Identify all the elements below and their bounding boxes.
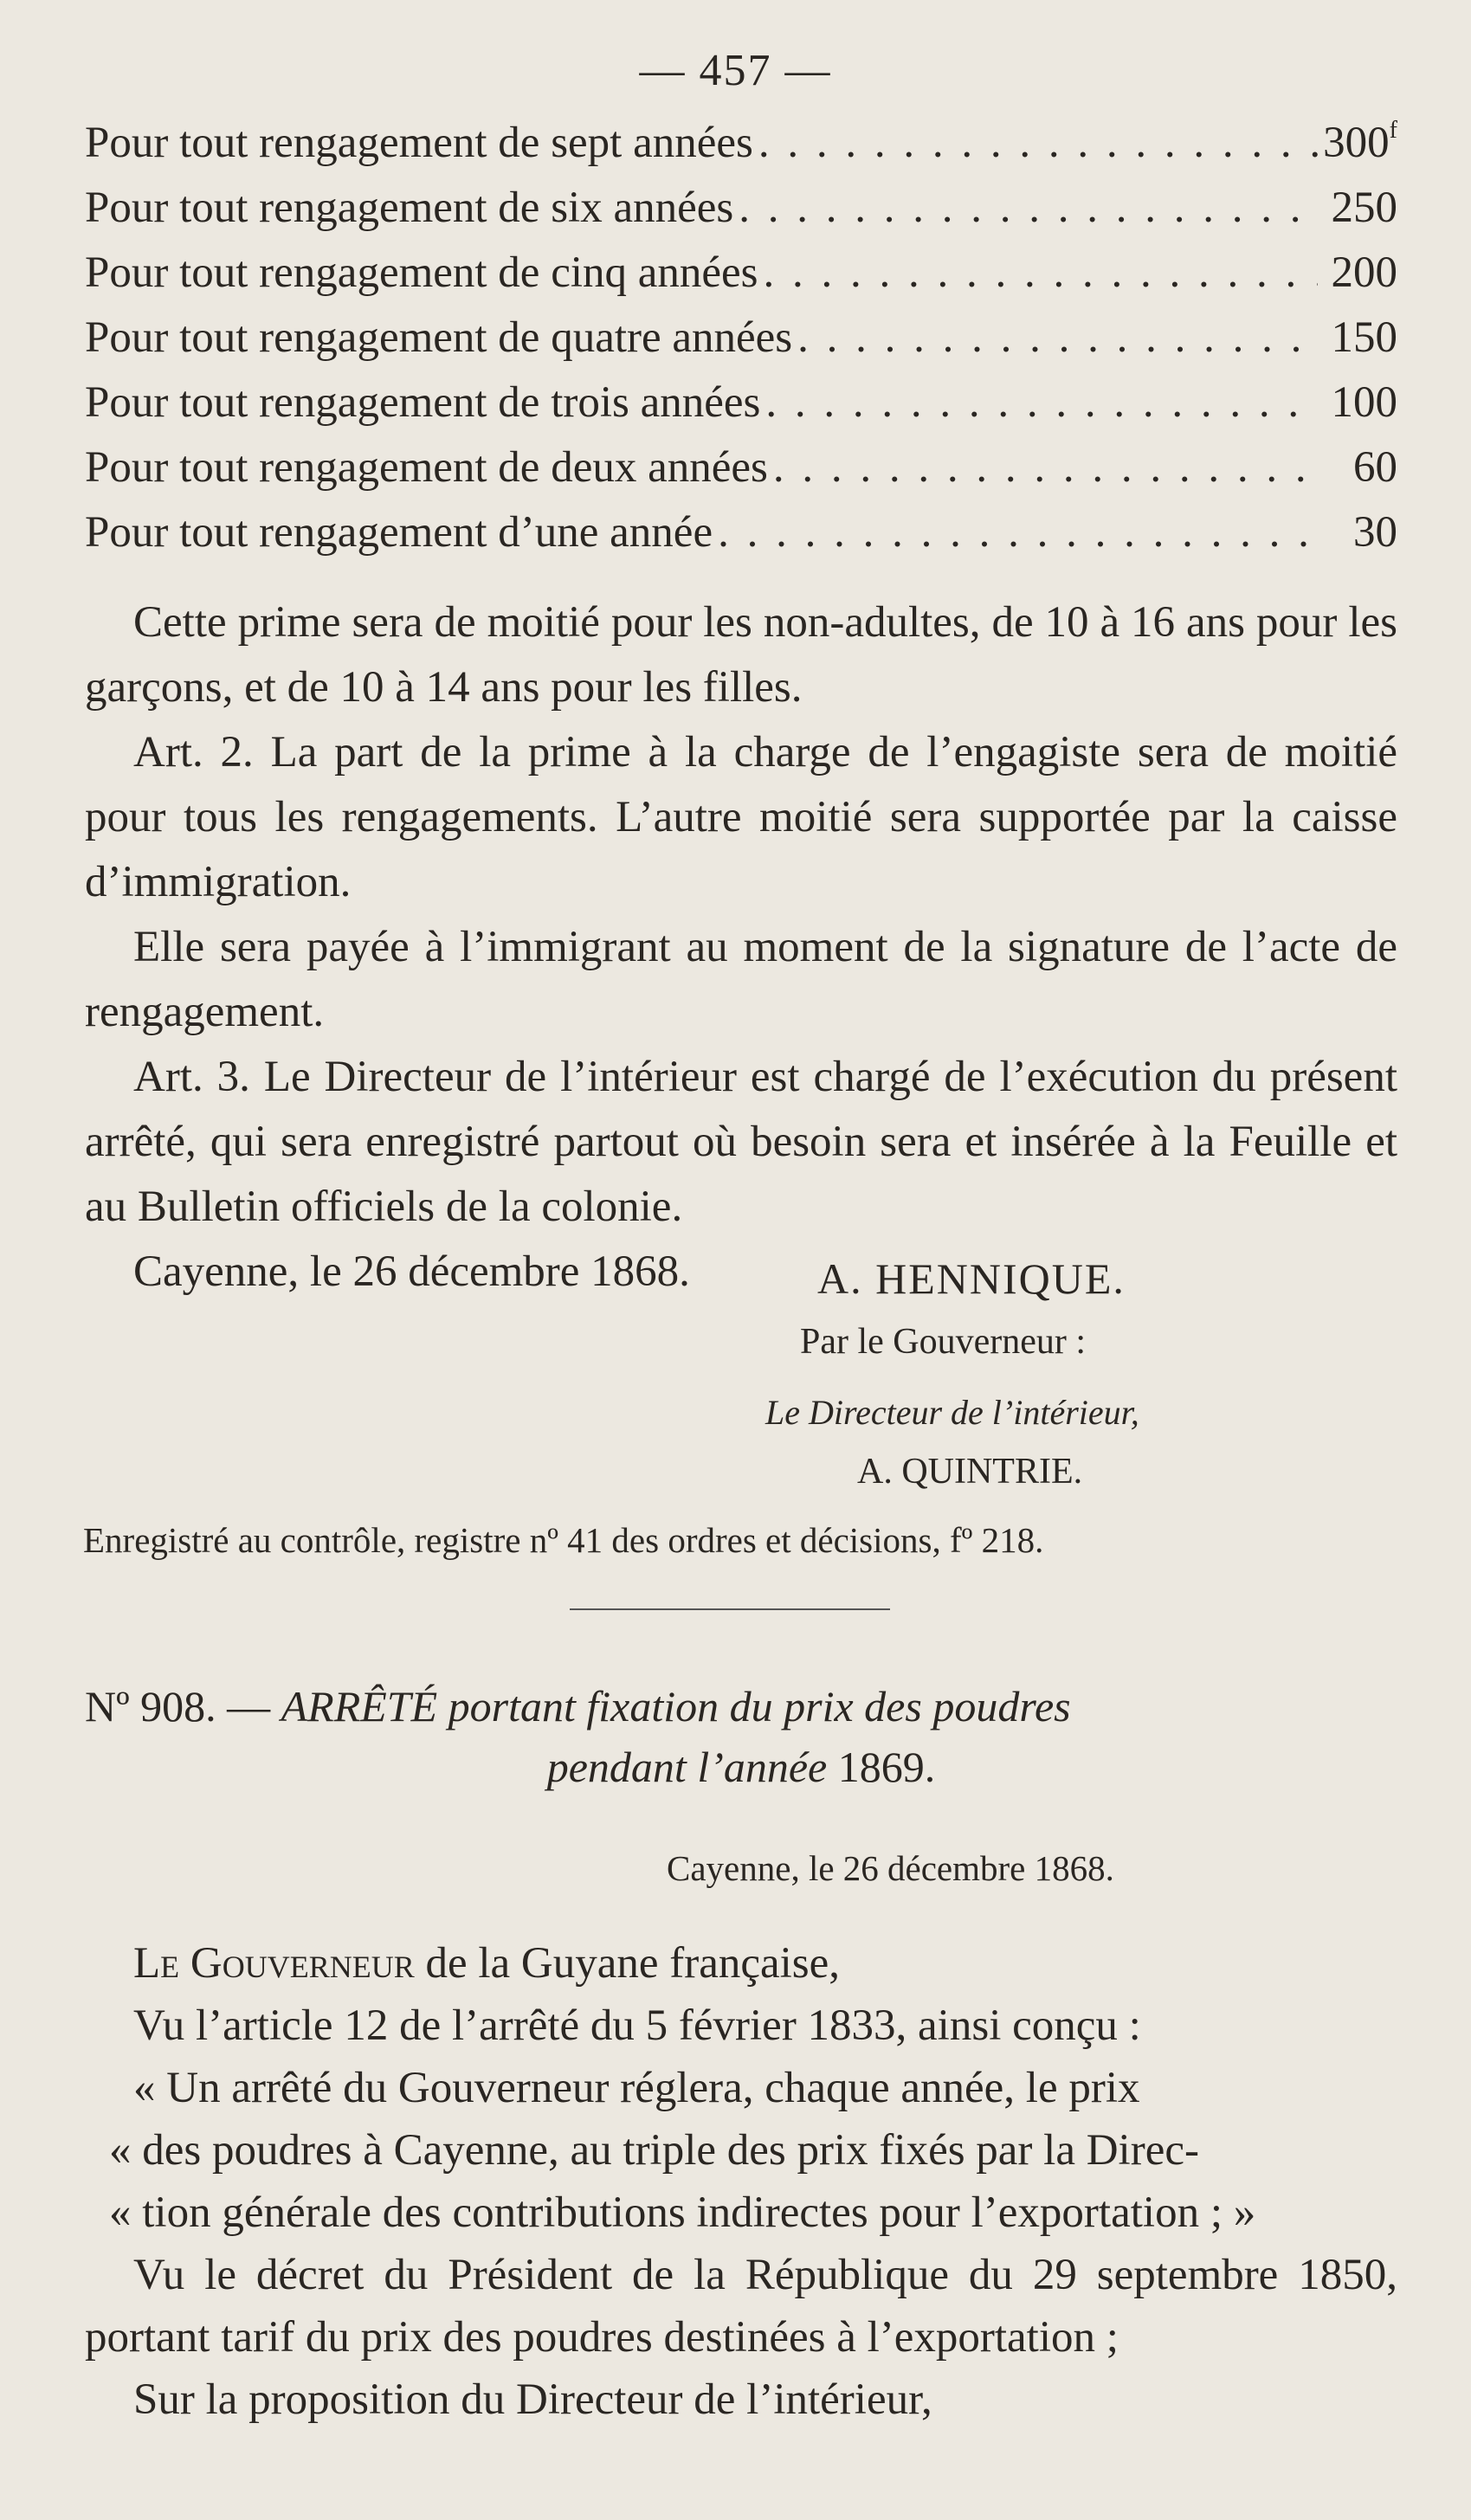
row-amount: 200 — [1331, 248, 1397, 297]
directeur-name: A. QUINTRIE. — [857, 1452, 1083, 1492]
row-label: Pour tout rengagement de cinq années — [85, 248, 758, 297]
arrete-title-line-1 — [85, 1676, 1397, 1737]
arrete-title-part2: pendant l’année — [546, 1743, 828, 1791]
table-row — [85, 306, 1397, 371]
paragraph-payee: Elle sera payée à l’immigrant au moment de la signature de l’acte de rengagement. — [85, 923, 1397, 1036]
row-label: Pour tout rengagement de quatre années — [85, 313, 793, 362]
arrete-year: 1869. — [837, 1743, 936, 1791]
signature-hennique: A. HENNIQUE. — [817, 1254, 1126, 1303]
sur-proposition: Sur la proposition du Directeur de l’intérieur, — [133, 2375, 932, 2424]
par-le-gouverneur: Par le Gouverneur : — [800, 1322, 1087, 1362]
row-amount: 300$^f$ — [1323, 117, 1397, 167]
table-row — [85, 500, 1397, 565]
arrete-date: Cayenne, le 26 décembre 1868. — [667, 1848, 1114, 1888]
row-amount: 250 — [1331, 184, 1397, 232]
table-row — [85, 176, 1397, 241]
row-label: Pour tout rengagement de deux années — [85, 443, 768, 492]
vu-article: Vu l’article 12 de l’arrêté du 5 février 1833, ainsi conçu : — [133, 2001, 1141, 2050]
dot-leader — [764, 241, 1318, 306]
gouverneur-rest: de la Guyane française, — [414, 1939, 841, 1988]
quote-line-3: « tion générale des contributions indirectes pour l’exportation ; » — [109, 2188, 1256, 2237]
body-text-1 — [85, 590, 1397, 1305]
dot-leader — [739, 176, 1318, 241]
table-row — [85, 111, 1397, 176]
table-row — [85, 435, 1397, 500]
quote-line-1: « Un arrêté du Gouverneur réglera, chaque année, le prix — [133, 2064, 1140, 2112]
gouverneur-line — [85, 1932, 1397, 1995]
gouverneur-caps: Le Gouverneur — [133, 1939, 415, 1988]
dot-leader — [797, 306, 1318, 371]
row-label: Pour tout rengagement de trois années — [85, 378, 761, 427]
row-amount: 150 — [1331, 313, 1397, 362]
row-amount: 100 — [1331, 378, 1397, 427]
directeur-title: Le Directeur de l’intérieur, — [765, 1393, 1139, 1432]
row-amount: 60 — [1353, 443, 1397, 492]
quote-line-2: « des poudres à Cayenne, au triple des prix fixés par la Direc- — [109, 2126, 1199, 2175]
vu-decret: Vu le décret du Président de la République du 29 septembre 1850, portant tarif du prix des poudres destinées à l’exportation ; — [85, 2251, 1397, 2362]
dot-leader — [773, 435, 1318, 500]
dot-leader — [718, 500, 1318, 565]
paragraph-art2: Art. 2. La part de la prime à la charge de l’engagiste sera de moitié pour tous les rengagements. L’autre moitié sera supportée par la caisse d’immigration. — [85, 728, 1397, 906]
rengagement-table — [85, 111, 1397, 565]
enregistre-line: Enregistré au contrôle, registre nº 41 des ordres et décisions, fº 218. — [83, 1520, 1044, 1560]
paragraph-prime: Cette prime sera de moitié pour les non-adultes, de 10 à 16 ans pour les garçons, et de 10 à 14 ans pour les filles. — [85, 598, 1397, 712]
row-label: Pour tout rengagement d’une année — [85, 508, 713, 557]
table-row — [85, 371, 1397, 435]
table-row — [85, 241, 1397, 306]
amount-unit: f — [1389, 117, 1397, 144]
row-label: Pour tout rengagement de sept années — [85, 119, 753, 167]
body-text-2 — [85, 1932, 1397, 2431]
arrete-heading — [85, 1676, 1397, 1797]
dot-leader — [765, 371, 1318, 435]
row-amount: 30 — [1353, 508, 1397, 557]
arrete-title-line-2 — [85, 1737, 1397, 1797]
section-divider — [570, 1608, 890, 1610]
page-number: — 457 — — [639, 46, 832, 95]
arrete-title-part1: ARRÊTÉ portant fixation du prix des poudres — [281, 1682, 1071, 1730]
paragraph-art3: Art. 3. Le Directeur de l’intérieur est chargé de l’exécution du présent arrêté, qui sera enregistré partout où besoin sera et insérée à la Feuille et au Bulletin officiels de la colonie. — [85, 1053, 1397, 1231]
dot-leader — [758, 111, 1318, 176]
arrete-number: Nº 908. — — [85, 1682, 271, 1730]
date-line: Cayenne, le 26 décembre 1868. — [133, 1247, 690, 1296]
row-label: Pour tout rengagement de six années — [85, 184, 734, 232]
